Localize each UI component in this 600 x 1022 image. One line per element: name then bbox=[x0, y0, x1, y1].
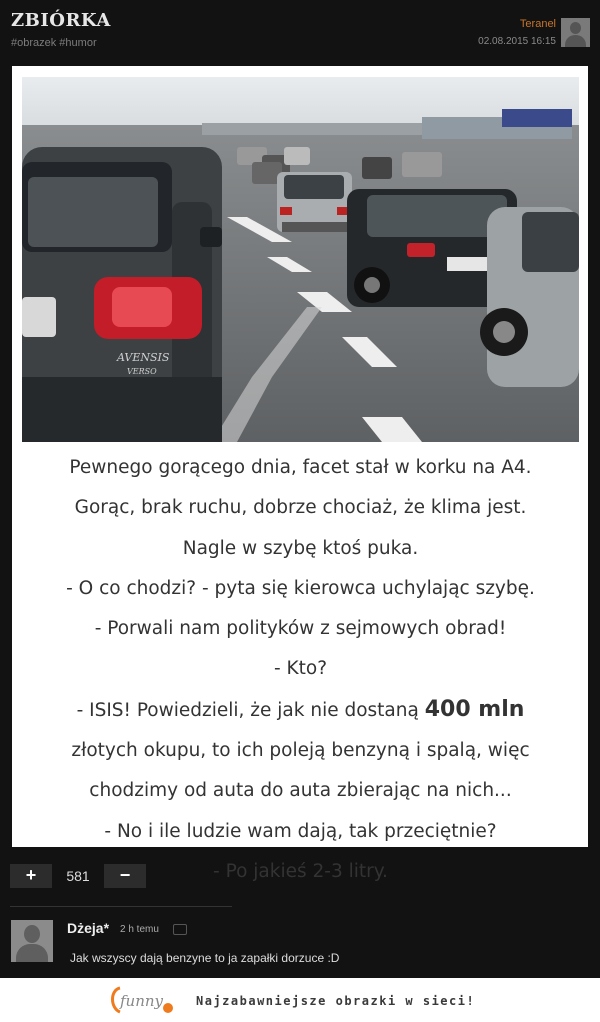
car-badge-avensis: AVENSIS bbox=[117, 351, 170, 364]
comment-text: Jak wszyscy dają benzyne to ja zapałki dorzuce :D bbox=[70, 951, 340, 965]
author-avatar[interactable] bbox=[561, 18, 590, 47]
story-line: - Porwali nam polityków z sejmowych obrad! bbox=[94, 618, 507, 640]
downvote-button[interactable]: − bbox=[104, 864, 146, 888]
logo-text: funny bbox=[120, 992, 164, 1010]
comments-divider bbox=[10, 906, 232, 907]
post-tags[interactable]: #obrazek #humor bbox=[11, 37, 97, 49]
comment-time: 2 h temu bbox=[120, 924, 159, 935]
post-header bbox=[0, 0, 600, 66]
site-footer bbox=[0, 978, 600, 1022]
story-line: chodzimy od auta do auta zbierając na nich... bbox=[89, 780, 512, 802]
post-title[interactable]: ZBIÓRKA bbox=[11, 10, 111, 31]
reply-icon[interactable] bbox=[173, 924, 187, 935]
story-line: złotych okupu, to ich poleją benzyną i spalą, więc bbox=[71, 740, 530, 762]
upvote-button[interactable]: + bbox=[10, 864, 52, 888]
footer-slogan: Najzabawniejsze obrazki w sieci! bbox=[196, 994, 476, 1008]
story-line: - No i ile ludzie wam dają, tak przeciętnie? bbox=[104, 820, 497, 842]
story-line: Gorąc, brak ruchu, dobrze chociaż, że klima jest. bbox=[74, 497, 527, 519]
traffic-jam-photo bbox=[22, 77, 579, 442]
story-text bbox=[22, 444, 579, 892]
story-line-emphasis: 400 mln bbox=[424, 696, 525, 722]
story-line: Nagle w szybę ktoś puka. bbox=[182, 537, 419, 559]
story-line-prefix: - ISIS! Powiedzieli, że jak nie dostaną bbox=[76, 699, 425, 721]
comment-avatar[interactable] bbox=[11, 920, 53, 962]
story-line: - O co chodzi? - pyta się kierowca uchylając szybę. bbox=[66, 577, 535, 599]
story-line: Pewnego gorącego dnia, facet stał w korku na A4. bbox=[69, 457, 532, 478]
story-line: - Kto? bbox=[273, 658, 328, 680]
car-badge-verso: VERSO bbox=[127, 367, 157, 376]
story-line bbox=[22, 690, 579, 731]
comment-author[interactable]: Dżeja* bbox=[67, 920, 110, 936]
post-author[interactable]: Teranel bbox=[519, 18, 556, 30]
post-date: 02.08.2015 16:15 bbox=[478, 36, 556, 47]
funny-logo[interactable] bbox=[106, 982, 176, 1018]
story-line: - Po jakieś 2-3 litry. bbox=[213, 860, 388, 882]
vote-count: 581 bbox=[66, 868, 90, 884]
